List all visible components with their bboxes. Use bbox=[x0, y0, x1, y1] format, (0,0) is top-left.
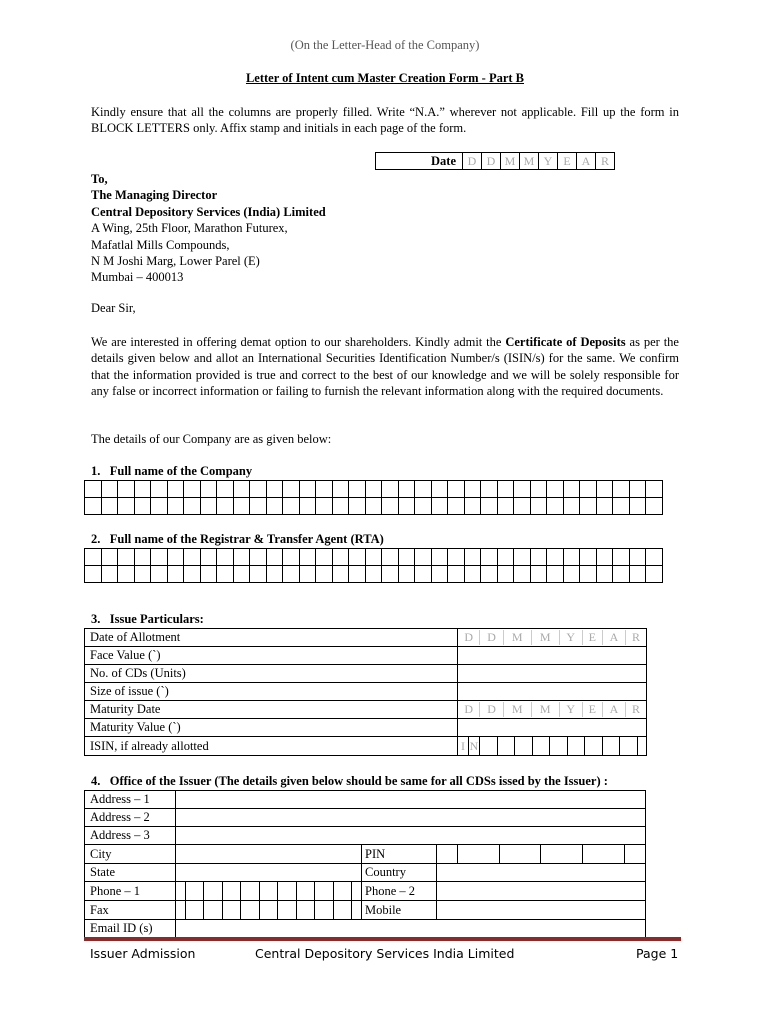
char-cell[interactable] bbox=[316, 549, 333, 566]
fax-field[interactable] bbox=[176, 901, 362, 920]
address2-field[interactable] bbox=[176, 809, 646, 827]
pin-digit-cell[interactable] bbox=[541, 845, 583, 863]
char-cell[interactable] bbox=[613, 549, 630, 566]
date-digit-cell[interactable]: Y bbox=[559, 702, 582, 717]
char-cell[interactable] bbox=[365, 498, 382, 515]
char-cell[interactable] bbox=[398, 566, 415, 583]
char-cell[interactable] bbox=[596, 498, 613, 515]
char-cell[interactable] bbox=[266, 498, 283, 515]
char-cell[interactable] bbox=[316, 566, 333, 583]
char-cell[interactable] bbox=[415, 549, 432, 566]
char-cell[interactable] bbox=[299, 481, 316, 498]
issue-row-label: ISIN, if already allotted bbox=[85, 737, 458, 756]
date-digit-cell[interactable]: D bbox=[458, 630, 480, 645]
char-cell[interactable] bbox=[167, 498, 184, 515]
char-cell[interactable] bbox=[101, 566, 118, 583]
section3-number: 3. bbox=[91, 612, 101, 626]
address-line: Mumbai – 400013 bbox=[91, 270, 184, 285]
date-digit-cell[interactable]: R bbox=[632, 630, 641, 644]
digit-cell[interactable] bbox=[222, 901, 241, 919]
rta-name-grid[interactable] bbox=[84, 548, 663, 583]
digit-cell[interactable] bbox=[259, 882, 278, 900]
char-cell[interactable] bbox=[151, 549, 168, 566]
maturity-date-cells bbox=[458, 702, 646, 717]
digit-cell[interactable] bbox=[259, 901, 278, 919]
char-cell[interactable] bbox=[332, 498, 349, 515]
footer-center: Central Depository Services India Limited bbox=[255, 946, 515, 961]
pin-label: PIN bbox=[362, 845, 437, 864]
issue-particulars-table bbox=[84, 628, 647, 756]
fax-label: Fax bbox=[85, 901, 176, 920]
char-cell[interactable] bbox=[250, 549, 267, 566]
char-cell[interactable] bbox=[563, 549, 580, 566]
char-cell[interactable] bbox=[332, 566, 349, 583]
digit-cell[interactable] bbox=[176, 882, 185, 900]
pin-digit-cell[interactable] bbox=[583, 845, 625, 863]
char-cell[interactable] bbox=[514, 566, 531, 583]
char-cell[interactable] bbox=[415, 481, 432, 498]
isin-char-cell[interactable] bbox=[585, 737, 603, 755]
section4-title: Office of the Issuer (The details given below should be same for all CDSs issed by the Issuer) : bbox=[109, 774, 608, 788]
char-cell[interactable] bbox=[283, 566, 300, 583]
isin-cells bbox=[458, 737, 646, 755]
maturity-value-field[interactable] bbox=[458, 719, 647, 737]
char-cell[interactable] bbox=[101, 549, 118, 566]
pin-field[interactable] bbox=[437, 845, 646, 864]
section1-title: Full name of the Company bbox=[109, 464, 253, 478]
address3-label: Address – 3 bbox=[85, 827, 176, 845]
section4-number: 4. bbox=[91, 774, 101, 788]
char-cell[interactable] bbox=[233, 498, 250, 515]
issue-row-label: Date of Allotment bbox=[85, 629, 458, 647]
char-cell[interactable] bbox=[200, 481, 217, 498]
section4-heading bbox=[91, 774, 608, 789]
date-digit-cell[interactable]: E bbox=[582, 702, 602, 717]
char-cell[interactable] bbox=[134, 481, 151, 498]
date-digit-cell[interactable]: R bbox=[632, 702, 641, 716]
char-cell[interactable] bbox=[250, 481, 267, 498]
char-cell[interactable] bbox=[646, 498, 663, 515]
char-cell[interactable] bbox=[563, 566, 580, 583]
body-bold-text: Certificate of Deposits bbox=[505, 335, 626, 349]
address-designation: The Managing Director bbox=[91, 188, 218, 203]
date-label: Date bbox=[376, 153, 463, 170]
char-cell[interactable] bbox=[134, 549, 151, 566]
char-cell[interactable] bbox=[200, 549, 217, 566]
date-digit-cell[interactable]: M bbox=[531, 630, 559, 645]
date-digit-cell[interactable]: M bbox=[503, 702, 531, 717]
digit-cell[interactable] bbox=[315, 901, 334, 919]
section3-title: Issue Particulars: bbox=[109, 612, 204, 626]
char-cell[interactable] bbox=[85, 566, 102, 583]
char-cell[interactable] bbox=[184, 481, 201, 498]
char-cell[interactable] bbox=[332, 481, 349, 498]
char-cell[interactable] bbox=[217, 498, 234, 515]
char-cell[interactable] bbox=[497, 566, 514, 583]
digit-cell[interactable] bbox=[204, 901, 223, 919]
isin-char-cell[interactable] bbox=[497, 737, 515, 755]
char-cell[interactable] bbox=[646, 549, 663, 566]
digit-cell[interactable] bbox=[352, 882, 361, 900]
char-cell[interactable] bbox=[448, 566, 465, 583]
mobile-label: Mobile bbox=[362, 901, 437, 920]
char-cell[interactable] bbox=[596, 549, 613, 566]
char-cell[interactable] bbox=[481, 481, 498, 498]
city-label: City bbox=[85, 845, 176, 864]
date-digit-cell[interactable]: D bbox=[463, 153, 482, 170]
details-intro: The details of our Company are as given below: bbox=[91, 432, 332, 446]
char-cell[interactable] bbox=[299, 549, 316, 566]
char-cell[interactable] bbox=[448, 549, 465, 566]
char-cell[interactable] bbox=[250, 498, 267, 515]
char-cell[interactable] bbox=[646, 481, 663, 498]
date-digit-cell[interactable]: M bbox=[503, 630, 531, 645]
char-cell[interactable] bbox=[316, 481, 333, 498]
char-cell[interactable] bbox=[200, 566, 217, 583]
char-cell[interactable] bbox=[629, 498, 646, 515]
char-cell[interactable] bbox=[217, 481, 234, 498]
issuer-office-table bbox=[84, 790, 646, 938]
units-field[interactable] bbox=[458, 665, 647, 683]
isin-char-cell[interactable] bbox=[637, 737, 646, 755]
section2-heading bbox=[91, 532, 384, 547]
address1-label: Address – 1 bbox=[85, 791, 176, 809]
issue-row-label: Maturity Date bbox=[85, 701, 458, 719]
char-cell[interactable] bbox=[431, 498, 448, 515]
isin-char-cell[interactable] bbox=[515, 737, 533, 755]
digit-cell[interactable] bbox=[222, 882, 241, 900]
char-cell[interactable] bbox=[448, 481, 465, 498]
footer-left: Issuer Admission bbox=[90, 946, 196, 961]
char-cell[interactable] bbox=[151, 498, 168, 515]
isin-char-cell[interactable] bbox=[532, 737, 550, 755]
char-cell[interactable] bbox=[547, 481, 564, 498]
digit-cell[interactable] bbox=[176, 901, 185, 919]
isin-char-cell[interactable]: N bbox=[469, 737, 480, 755]
state-field[interactable] bbox=[176, 864, 362, 882]
date-digit-cell[interactable]: A bbox=[577, 153, 596, 170]
section1-heading bbox=[91, 464, 252, 479]
char-cell[interactable] bbox=[464, 549, 481, 566]
country-label: Country bbox=[362, 864, 437, 882]
char-cell[interactable] bbox=[233, 481, 250, 498]
address3-field[interactable] bbox=[176, 827, 646, 845]
char-cell[interactable] bbox=[497, 498, 514, 515]
char-cell[interactable] bbox=[316, 498, 333, 515]
date-digit-cell[interactable]: R bbox=[596, 153, 615, 170]
digit-cell[interactable] bbox=[278, 882, 297, 900]
char-cell[interactable] bbox=[200, 498, 217, 515]
address-line: A Wing, 25th Floor, Marathon Futurex, bbox=[91, 221, 288, 236]
char-cell[interactable] bbox=[497, 481, 514, 498]
char-cell[interactable] bbox=[464, 566, 481, 583]
digit-cell[interactable] bbox=[204, 882, 223, 900]
date-digit-cell[interactable]: E bbox=[582, 630, 602, 645]
char-cell[interactable] bbox=[167, 549, 184, 566]
char-cell[interactable] bbox=[349, 549, 366, 566]
char-cell[interactable] bbox=[365, 549, 382, 566]
char-cell[interactable] bbox=[299, 498, 316, 515]
date-digit-cell[interactable]: D bbox=[480, 630, 503, 645]
char-cell[interactable] bbox=[530, 481, 547, 498]
isin-char-cell[interactable] bbox=[480, 737, 498, 755]
char-cell[interactable] bbox=[184, 498, 201, 515]
isin-char-cell[interactable] bbox=[550, 737, 568, 755]
char-cell[interactable] bbox=[217, 566, 234, 583]
phone2-label: Phone – 2 bbox=[362, 882, 437, 901]
char-cell[interactable] bbox=[448, 498, 465, 515]
char-cell[interactable] bbox=[530, 549, 547, 566]
city-field[interactable] bbox=[176, 845, 362, 864]
isin-char-cell[interactable] bbox=[620, 737, 638, 755]
date-digit-cell[interactable]: Y bbox=[539, 153, 558, 170]
footer-right: Page 1 bbox=[636, 946, 679, 961]
issue-row-label: Maturity Value (`) bbox=[85, 719, 458, 737]
digit-cell[interactable] bbox=[185, 901, 204, 919]
address-line: N M Joshi Marg, Lower Parel (E) bbox=[91, 254, 260, 269]
char-cell[interactable] bbox=[85, 549, 102, 566]
digit-cell[interactable] bbox=[185, 882, 204, 900]
issue-row-label: No. of CDs (Units) bbox=[85, 665, 458, 683]
isin-char-cell[interactable] bbox=[602, 737, 620, 755]
recipient-address bbox=[91, 171, 326, 286]
address-organization: Central Depository Services (India) Limited bbox=[91, 204, 326, 219]
char-cell[interactable] bbox=[266, 566, 283, 583]
char-cell[interactable] bbox=[349, 481, 366, 498]
body-paragraph bbox=[91, 334, 679, 400]
char-cell[interactable] bbox=[266, 481, 283, 498]
char-cell[interactable] bbox=[415, 498, 432, 515]
char-cell[interactable] bbox=[481, 566, 498, 583]
date-digit-cell[interactable]: Y bbox=[559, 630, 582, 645]
char-cell[interactable] bbox=[613, 481, 630, 498]
char-cell[interactable] bbox=[266, 549, 283, 566]
phone1-label: Phone – 1 bbox=[85, 882, 176, 901]
char-cell[interactable] bbox=[332, 549, 349, 566]
date-digit-cell[interactable]: M bbox=[520, 153, 539, 170]
char-cell[interactable] bbox=[101, 481, 118, 498]
char-cell[interactable] bbox=[151, 481, 168, 498]
char-cell[interactable] bbox=[382, 498, 399, 515]
char-cell[interactable] bbox=[596, 566, 613, 583]
face-value-field[interactable] bbox=[458, 647, 647, 665]
char-cell[interactable] bbox=[629, 549, 646, 566]
address-to: To, bbox=[91, 172, 108, 186]
date-box bbox=[375, 152, 615, 170]
address2-label: Address – 2 bbox=[85, 809, 176, 827]
char-cell[interactable] bbox=[481, 549, 498, 566]
char-cell[interactable] bbox=[431, 566, 448, 583]
char-cell[interactable] bbox=[431, 549, 448, 566]
date-digit-cell[interactable]: D bbox=[482, 153, 501, 170]
char-cell[interactable] bbox=[299, 566, 316, 583]
instructions-paragraph: Kindly ensure that all the columns are properly filled. Write “N.A.” wherever not applicable. Fill up the form in BLOCK LETTERS only. Affix stamp and initials in each page of the form. bbox=[91, 105, 679, 136]
char-cell[interactable] bbox=[349, 498, 366, 515]
pin-cells bbox=[437, 845, 645, 863]
email-field[interactable] bbox=[176, 920, 646, 938]
pin-digit-cell[interactable] bbox=[624, 845, 645, 863]
char-cell[interactable] bbox=[134, 498, 151, 515]
maturity-date-field[interactable] bbox=[458, 701, 647, 719]
char-cell[interactable] bbox=[563, 498, 580, 515]
isin-char-cell[interactable]: I bbox=[458, 737, 469, 755]
char-cell[interactable] bbox=[250, 566, 267, 583]
char-cell[interactable] bbox=[580, 481, 597, 498]
char-cell[interactable] bbox=[382, 549, 399, 566]
char-cell[interactable] bbox=[283, 549, 300, 566]
digit-cell[interactable] bbox=[333, 901, 352, 919]
char-cell[interactable] bbox=[184, 549, 201, 566]
char-cell[interactable] bbox=[118, 566, 135, 583]
allotment-date-field[interactable] bbox=[458, 629, 647, 647]
pin-digit-cell[interactable] bbox=[499, 845, 541, 863]
company-name-grid[interactable] bbox=[84, 480, 663, 515]
char-cell[interactable] bbox=[398, 481, 415, 498]
phone2-field[interactable] bbox=[437, 882, 646, 901]
form-title: Letter of Intent cum Master Creation Form - Part B bbox=[245, 71, 525, 85]
date-digit-cell[interactable]: D bbox=[480, 702, 503, 717]
phone1-field[interactable] bbox=[176, 882, 362, 901]
char-cell[interactable] bbox=[134, 566, 151, 583]
fax-cells bbox=[176, 901, 361, 919]
email-label: Email ID (s) bbox=[85, 920, 176, 938]
char-cell[interactable] bbox=[167, 566, 184, 583]
char-cell[interactable] bbox=[283, 481, 300, 498]
country-field[interactable] bbox=[437, 864, 646, 882]
char-cell[interactable] bbox=[365, 566, 382, 583]
digit-cell[interactable] bbox=[352, 901, 361, 919]
char-cell[interactable] bbox=[118, 549, 135, 566]
char-cell[interactable] bbox=[349, 566, 366, 583]
char-cell[interactable] bbox=[464, 481, 481, 498]
issue-row-label: Size of issue (`) bbox=[85, 683, 458, 701]
char-cell[interactable] bbox=[563, 481, 580, 498]
char-cell[interactable] bbox=[85, 498, 102, 515]
char-cell[interactable] bbox=[382, 481, 399, 498]
char-cell[interactable] bbox=[629, 566, 646, 583]
char-cell[interactable] bbox=[464, 498, 481, 515]
address1-field[interactable] bbox=[176, 791, 646, 809]
char-cell[interactable] bbox=[514, 549, 531, 566]
char-cell[interactable] bbox=[547, 498, 564, 515]
digit-cell[interactable] bbox=[278, 901, 297, 919]
footer-rule bbox=[84, 937, 681, 941]
pin-digit-cell[interactable] bbox=[437, 845, 458, 863]
char-cell[interactable] bbox=[514, 481, 531, 498]
date-digit-cell[interactable]: A bbox=[602, 630, 625, 645]
mobile-field[interactable] bbox=[437, 901, 646, 920]
body-text: We are interested in offering demat option to our shareholders. Kindly admit the bbox=[91, 335, 506, 349]
phone1-cells bbox=[176, 882, 361, 900]
date-digit-cell[interactable]: M bbox=[501, 153, 520, 170]
char-cell[interactable] bbox=[481, 498, 498, 515]
digit-cell[interactable] bbox=[241, 901, 260, 919]
char-cell[interactable] bbox=[646, 566, 663, 583]
digit-cell[interactable] bbox=[241, 882, 260, 900]
char-cell[interactable] bbox=[151, 566, 168, 583]
section2-title: Full name of the Registrar & Transfer Agent (RTA) bbox=[109, 532, 384, 546]
char-cell[interactable] bbox=[613, 498, 630, 515]
char-cell[interactable] bbox=[497, 549, 514, 566]
char-cell[interactable] bbox=[530, 566, 547, 583]
char-cell[interactable] bbox=[530, 498, 547, 515]
char-cell[interactable] bbox=[596, 481, 613, 498]
address-line: Mafatlal Mills Compounds, bbox=[91, 237, 230, 252]
char-cell[interactable] bbox=[629, 481, 646, 498]
digit-cell[interactable] bbox=[296, 901, 315, 919]
issue-size-field[interactable] bbox=[458, 683, 647, 701]
char-cell[interactable] bbox=[283, 498, 300, 515]
issue-row-label: Face Value (`) bbox=[85, 647, 458, 665]
state-label: State bbox=[85, 864, 176, 882]
char-cell[interactable] bbox=[382, 566, 399, 583]
char-cell[interactable] bbox=[365, 481, 382, 498]
isin-char-cell[interactable] bbox=[567, 737, 585, 755]
isin-field[interactable] bbox=[458, 737, 647, 756]
char-cell[interactable] bbox=[85, 481, 102, 498]
char-cell[interactable] bbox=[580, 566, 597, 583]
date-digit-cell[interactable]: E bbox=[558, 153, 577, 170]
letterhead-note: (On the Letter-Head of the Company) bbox=[290, 38, 480, 52]
body-text: as per the details given below and allot an International Securities Identification Number/s (ISIN/s) for the same. We confirm that the information provided is true and correct to the best of our knowledge and we will be solely responsible for any false or incorrect information or failing to furnish the relevant information along with the required documents. bbox=[91, 335, 679, 399]
allotment-date-cells bbox=[458, 630, 646, 645]
char-cell[interactable] bbox=[398, 549, 415, 566]
digit-cell[interactable] bbox=[296, 882, 315, 900]
char-cell[interactable] bbox=[580, 498, 597, 515]
digit-cell[interactable] bbox=[315, 882, 334, 900]
char-cell[interactable] bbox=[118, 498, 135, 515]
char-cell[interactable] bbox=[547, 549, 564, 566]
section3-heading bbox=[91, 612, 204, 627]
date-digit-cell[interactable]: A bbox=[602, 702, 625, 717]
section1-number: 1. bbox=[91, 464, 101, 478]
char-cell[interactable] bbox=[613, 566, 630, 583]
pin-digit-cell[interactable] bbox=[458, 845, 500, 863]
char-cell[interactable] bbox=[547, 566, 564, 583]
date-digit-cell[interactable]: D bbox=[458, 702, 480, 717]
digit-cell[interactable] bbox=[333, 882, 352, 900]
char-cell[interactable] bbox=[118, 481, 135, 498]
char-cell[interactable] bbox=[101, 498, 118, 515]
salutation: Dear Sir, bbox=[91, 301, 136, 315]
date-digit-cell[interactable]: M bbox=[531, 702, 559, 717]
char-cell[interactable] bbox=[580, 549, 597, 566]
char-cell[interactable] bbox=[217, 549, 234, 566]
char-cell[interactable] bbox=[184, 566, 201, 583]
char-cell[interactable] bbox=[233, 549, 250, 566]
char-cell[interactable] bbox=[233, 566, 250, 583]
char-cell[interactable] bbox=[398, 498, 415, 515]
char-cell[interactable] bbox=[514, 498, 531, 515]
section2-number: 2. bbox=[91, 532, 101, 546]
char-cell[interactable] bbox=[415, 566, 432, 583]
char-cell[interactable] bbox=[167, 481, 184, 498]
char-cell[interactable] bbox=[431, 481, 448, 498]
